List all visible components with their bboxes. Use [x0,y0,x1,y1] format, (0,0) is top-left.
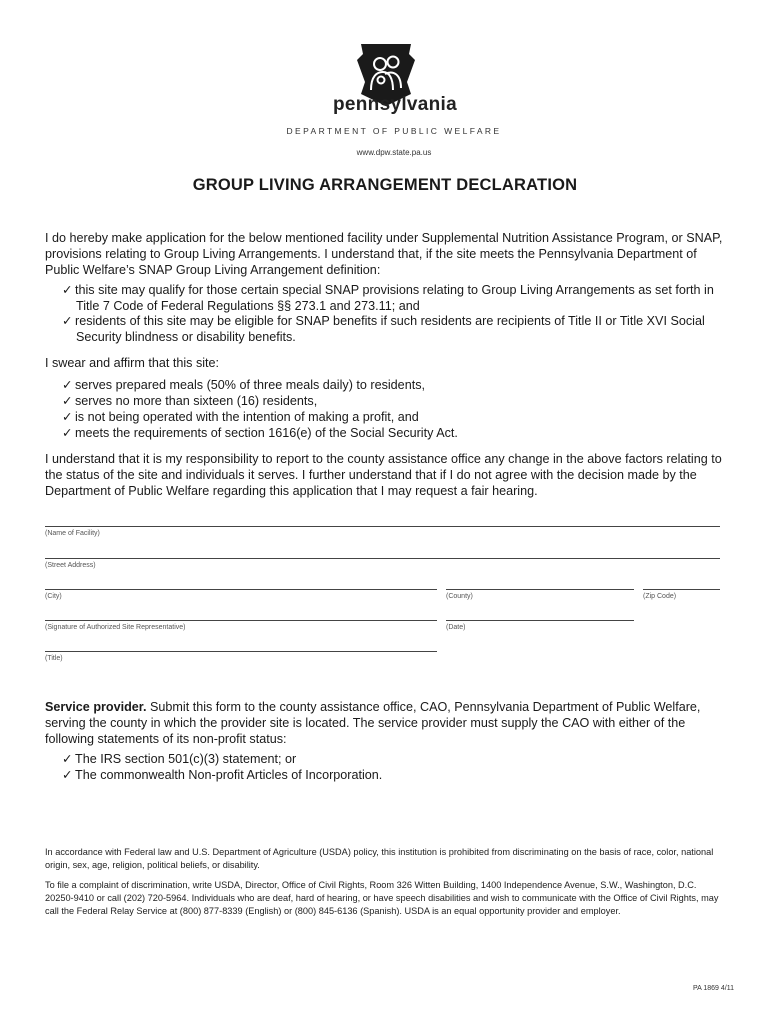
signature-line[interactable] [45,620,437,621]
street-address-line[interactable] [45,558,720,559]
intro-check-text-cont: Title 7 Code of Federal Regulations §§ 273.1 and 273.11; and [76,299,420,313]
nondiscrimination-statement: In accordance with Federal law and U.S. Department of Agriculture (USDA) policy, this institution is prohibited from discriminating on the basis of race, color, national origin, sex, age, religion, political beliefs, or disability. [45,847,714,870]
checkmark-icon: ✓ [62,314,73,328]
service-check-item [62,767,722,783]
service-check-text: The IRS section 501(c)(3) statement; or [75,752,297,766]
service-provider-text: Submit this form to the county assistance office, CAO, Pennsylvania Department of Public Welfare, serving the county in which the provider site is located. The service provider must supply the CAO with either of the following statements of its non-profit status: [45,700,701,746]
checkmark-icon: ✓ [62,768,73,782]
service-check-text: The commonwealth Non-profit Articles of Incorporation. [75,768,383,782]
service-provider-paragraph [45,699,725,747]
city-label: (City) [45,593,62,600]
intro-check-item [62,282,722,314]
facility-name-line[interactable] [45,526,720,527]
form-number: PA 1869 4/11 [693,985,734,992]
swear-check-text: is not being operated with the intention of making a profit, and [75,410,419,424]
intro-paragraph: I do hereby make application for the below mentioned facility under Supplemental Nutrition Assistance Program, or SNAP, provisions relating to Group Living Arrangements. I understand that, if the site meets the Pennsylvania Department of Public Welfare’s SNAP Group Living Arrangement definition: [45,231,723,277]
intro-check-text: this site may qualify for those certain special SNAP provisions relating to Group Living Arrangements as set forth in [75,283,714,297]
checkmark-icon: ✓ [62,752,73,766]
complaint-instructions: To file a complaint of discrimination, write USDA, Director, Office of Civil Rights, Room 326 Witten Building, 1400 Independence Avenue, S.W., Washington, D.C. 20250-9410 or call (202) 720-5964. Individuals who are deaf, hard of hearing, or have speech disabilities and wish to communicate with the Office of Civil Rights, may call the Federal Relay Service at (800) 877-8339 (English) or (800) 845-6136 (Spanish). USDA is an equal opportunity provider and employer. [45,880,719,916]
date-label: (Date) [446,624,466,631]
signature-label: (Signature of Authorized Site Representative) [45,624,186,631]
swear-check-text: serves prepared meals (50% of three meals daily) to residents, [75,378,425,392]
facility-name-label: (Name of Facility) [45,530,100,537]
checkmark-icon: ✓ [62,394,73,408]
intro-check-item [62,313,722,345]
service-check-item [62,751,722,767]
checkmark-icon: ✓ [62,410,73,424]
title-line[interactable] [45,651,437,652]
swear-check-text: serves no more than sixteen (16) residents, [75,394,318,408]
city-line[interactable] [45,589,437,590]
county-label: (County) [446,593,473,600]
swear-check-text: meets the requirements of section 1616(e) of the Social Security Act. [75,426,458,440]
checkmark-icon: ✓ [62,378,73,392]
swear-paragraph: I swear and affirm that this site: [45,356,220,370]
website-url[interactable]: www.dpw.state.pa.us [356,148,432,157]
responsibility-paragraph: I understand that it is my responsibility to report to the county assistance office any change in the above factors relating to the status of the site and individuals it serves. I further understand that if I do not agree with the decision made by the Department of Public Welfare regarding this application that I may request a fair hearing. [45,452,722,498]
intro-check-text: residents of this site may be eligible for SNAP benefits if such residents are recipients of Title II or Title XVI Social [75,314,705,328]
swear-check-item [62,393,722,409]
checkmark-icon: ✓ [62,426,73,440]
service-provider-heading: Service provider. [45,700,147,714]
checkmark-icon: ✓ [62,283,73,297]
date-line[interactable] [446,620,634,621]
department-name: DEPARTMENT OF PUBLIC WELFARE [286,126,502,136]
zip-code-line[interactable] [643,589,720,590]
swear-check-item [62,409,722,425]
brand-name: pennsylvania [333,94,457,115]
swear-check-item [62,377,722,393]
page-title: GROUP LIVING ARRANGEMENT DECLARATION [192,176,578,194]
street-address-label: (Street Address) [45,562,96,569]
zip-code-label: (Zip Code) [643,593,677,600]
title-label: (Title) [45,655,63,662]
county-line[interactable] [446,589,634,590]
swear-check-item [62,425,722,441]
intro-check-text-cont: Security blindness or disability benefits. [76,330,296,344]
